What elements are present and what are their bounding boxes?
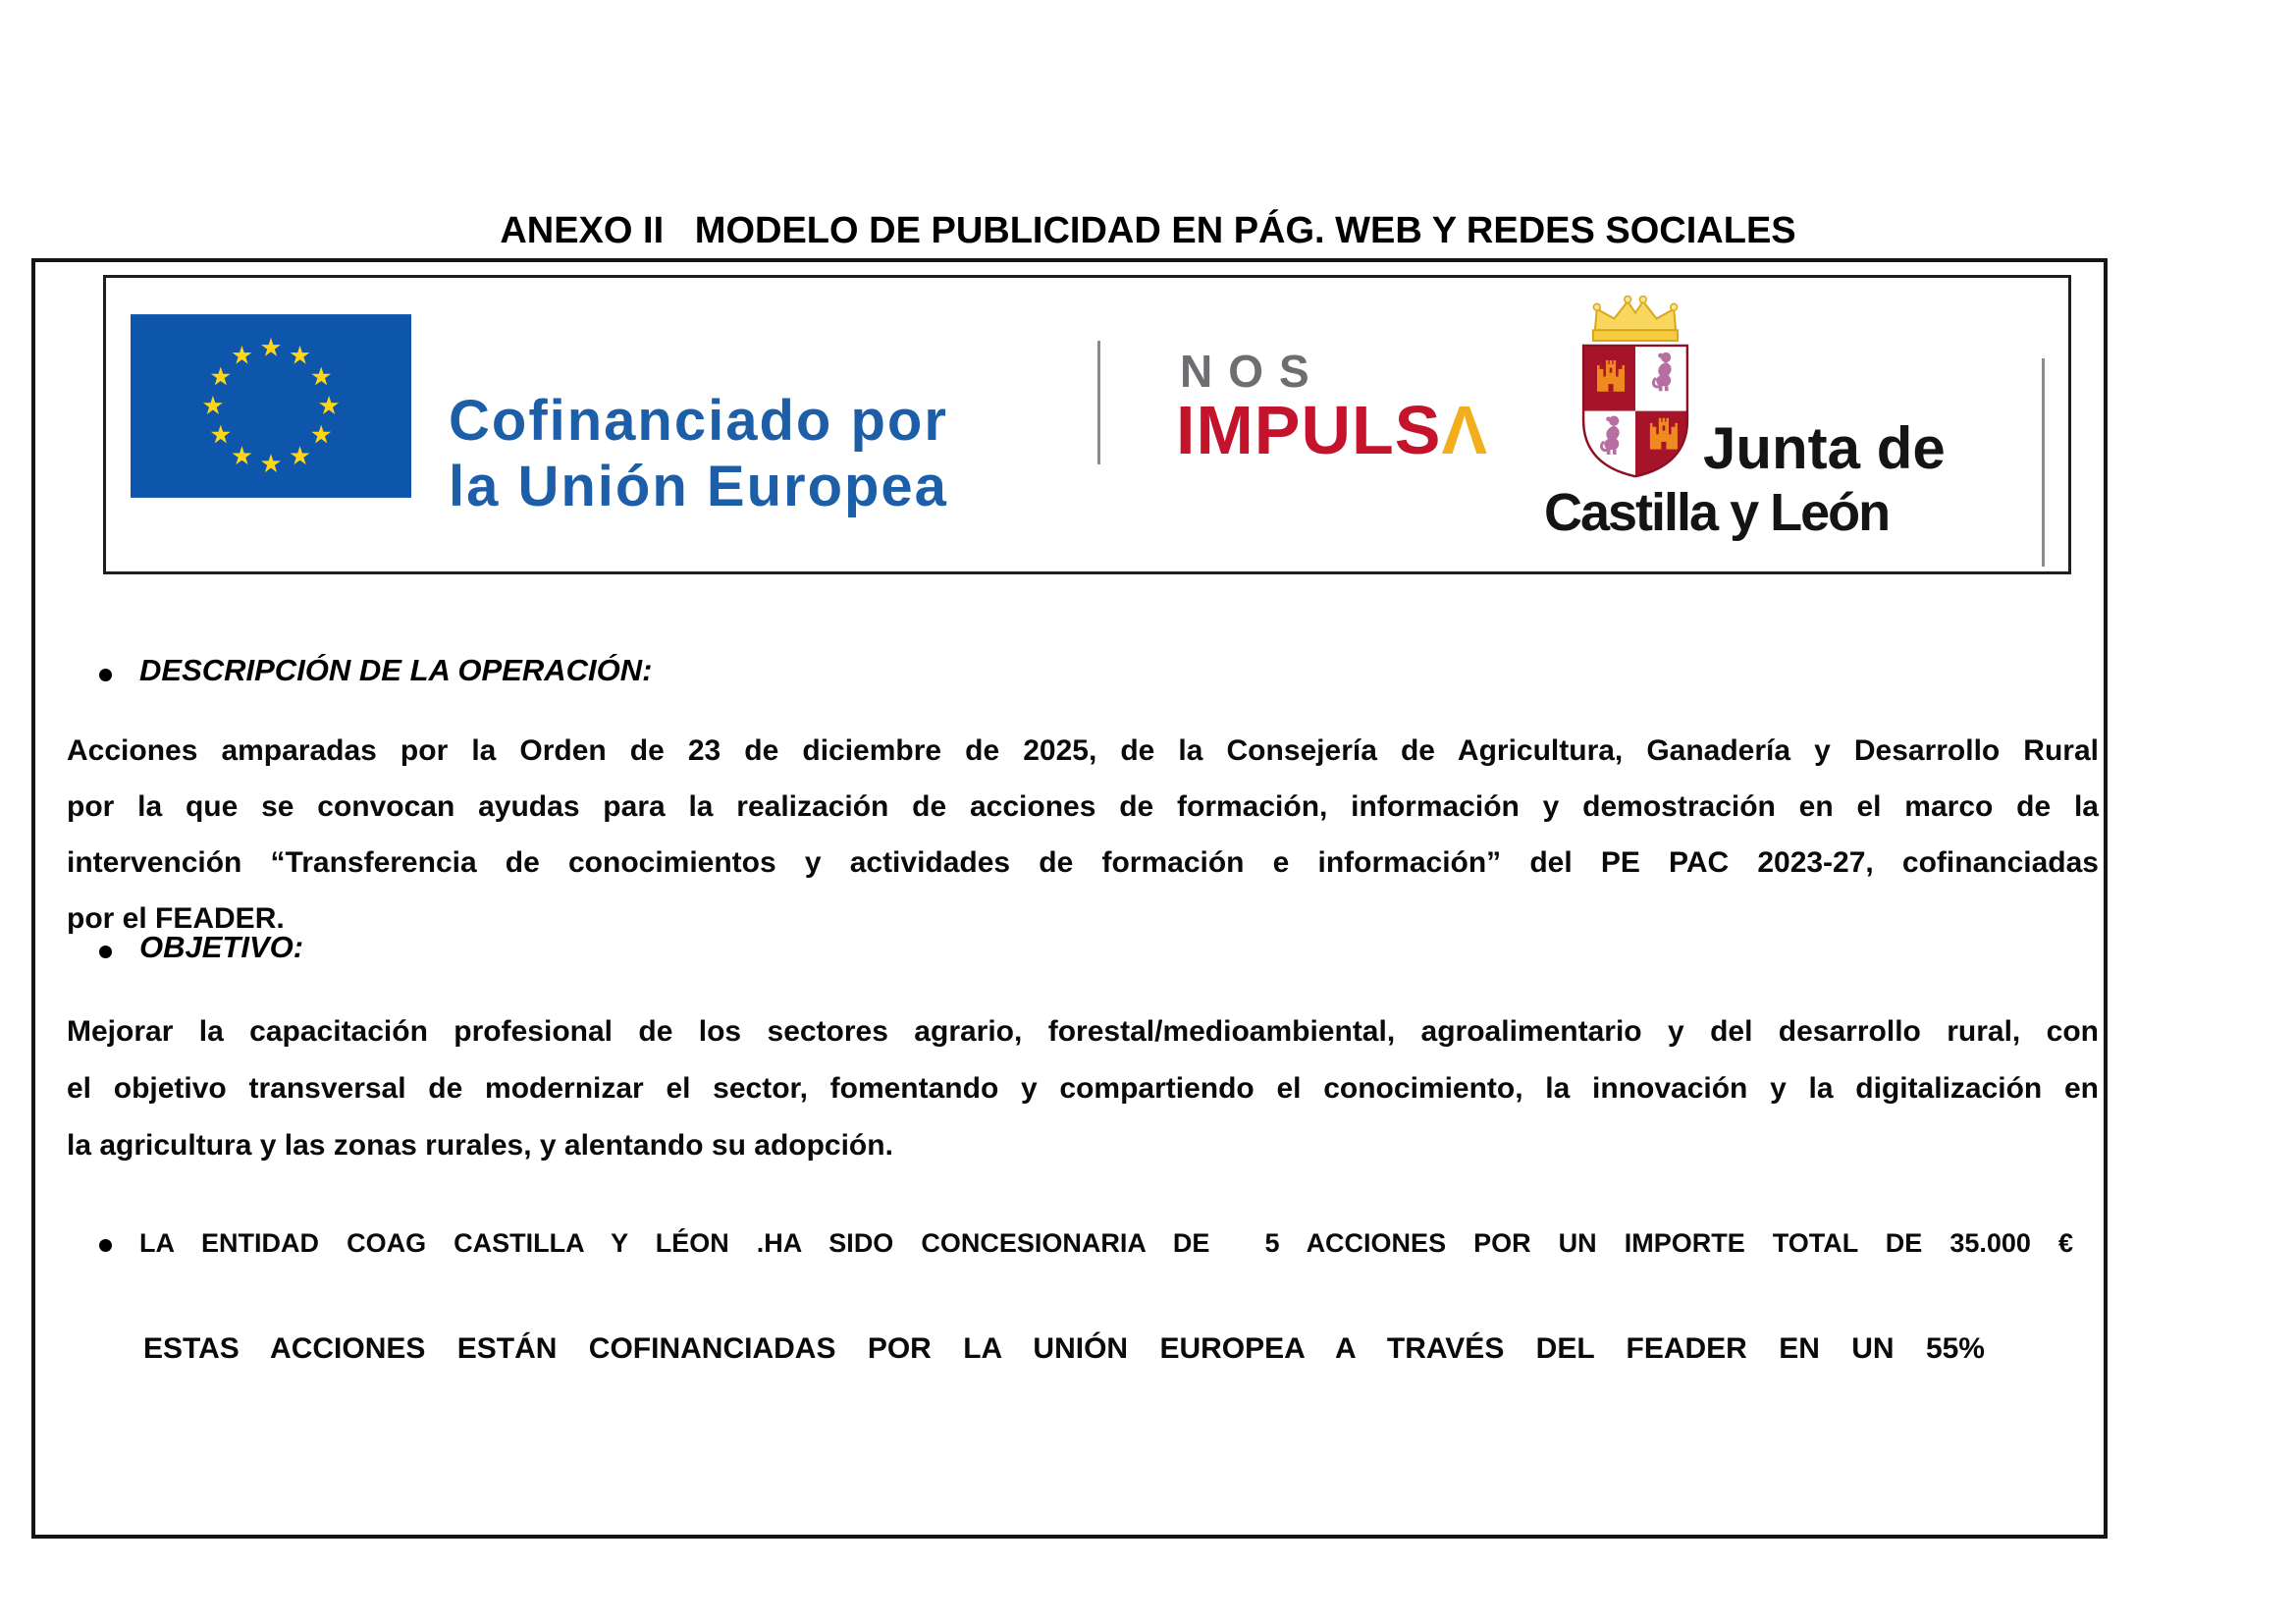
bullet-dot: [99, 946, 112, 958]
bullet-dot: [99, 1239, 112, 1252]
paragraph-line: Mejorar la capacitación profesional de los sectores agrario, forestal/medioambiental, agroalimentario y del desarrollo rural, con: [67, 1015, 2099, 1048]
section-heading-descripcion: DESCRIPCIÓN DE LA OPERACIÓN:: [139, 653, 653, 687]
paragraph-objetivo: [67, 1003, 2099, 1174]
junta-logo-line2: Castilla y León: [1544, 483, 1890, 542]
logo-divider-left: [1097, 341, 1100, 464]
logo-banner: [103, 275, 2071, 574]
cofinancing-statement: ESTAS ACCIONES ESTÁN COFINANCIADAS POR LA UNIÓN EUROPEA A TRAVÉS DEL FEADER EN UN 55%: [143, 1332, 1985, 1365]
paragraph-line: intervención “Transferencia de conocimientos y actividades de formación e información” del PE PAC 2023-27, cofinanciadas: [67, 846, 2099, 879]
eu-cofinance-text: [449, 388, 948, 519]
paragraph-descripcion: [67, 723, 2099, 947]
logo-divider-right: [2042, 358, 2045, 567]
impulsa-red-letters: IMPULS: [1176, 392, 1442, 468]
eu-cofinance-line2: la Unión Europea: [449, 455, 948, 518]
nos-impulsa-logo-nos: NOS: [1180, 346, 1325, 397]
eu-flag-icon: [131, 314, 411, 498]
paragraph-line: el objetivo transversal de modernizar el sector, fomentando y compartiendo el conocimiento, la innovación y la digitalización en: [67, 1072, 2099, 1105]
junta-logo-line1: Junta de: [1703, 415, 1946, 481]
nos-impulsa-logo-impulsa: [1176, 391, 1488, 469]
section-heading-objetivo: OBJETIVO:: [139, 930, 304, 964]
paragraph-line: la agricultura y las zonas rurales, y alentando su adopción.: [67, 1129, 893, 1162]
impulsa-lambda-letter: Λ: [1441, 392, 1489, 468]
paragraph-line: Acciones amparadas por la Orden de 23 de diciembre de 2025, de la Consejería de Agricultura, Ganadería y Desarrollo Rural: [67, 734, 2099, 767]
paragraph-line: por la que se convocan ayudas para la realización de acciones de formación, información y demostración en el marco de la: [67, 790, 2099, 823]
bullet-dot: [99, 669, 112, 681]
page-title: ANEXO II MODELO DE PUBLICIDAD EN PÁG. WEB Y REDES SOCIALES: [500, 210, 1796, 251]
junta-coat-of-arms-icon: [1575, 296, 1695, 488]
paragraph-line: por el FEADER.: [67, 902, 285, 935]
eu-cofinance-line1: Cofinanciado por: [449, 389, 948, 453]
entity-grant-statement: LA ENTIDAD COAG CASTILLA Y LÉON .HA SIDO CONCESIONARIA DE 5 ACCIONES POR UN IMPORTE TOTAL DE 35.000 €: [139, 1228, 2073, 1258]
